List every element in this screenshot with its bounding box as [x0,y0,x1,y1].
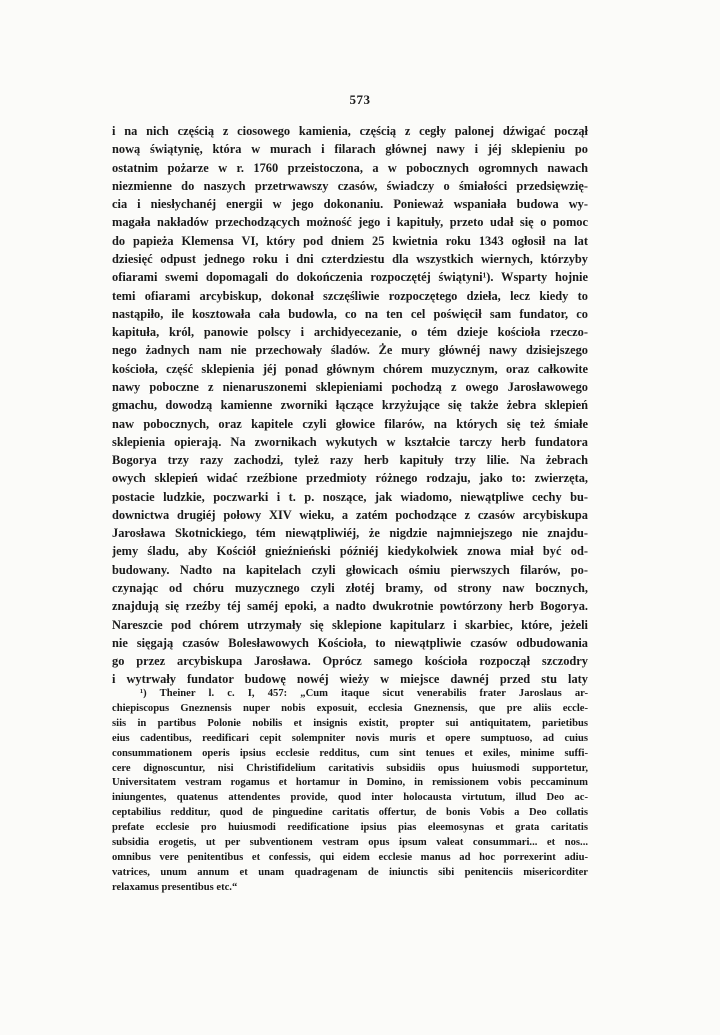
footnote-line: vatrices, unum annum et unam quadragenam de iniunctis sibi penitenciis misericorditer [112,866,588,878]
footnote-line: consummationem operis ipsius ecclesie redditus, cum sint tenues et exiles, minime suffi- [112,747,588,759]
body-line: ofiarami swemi dopomagali do dokończenia rozpoczętéj świątyni¹). Wsparty hojnie [112,270,588,285]
body-line: i na nich częścią z ciosowego kamienia, częścią z cegły palonej dźwigać począł [112,124,588,138]
footnote-line: ceptabilius redditur, quod de pinguedine caritatis offertur, de bonis Vobis a Deo collatis [112,807,588,819]
body-line: Nareszcie pod chórem utrzymały się sklepione kapitularz i skarbiec, które, jeżeli [112,617,588,632]
body-line: budowany. Nadto na kapitelach czyli głowicach ośmiu pierwszych filarów, po- [112,562,588,577]
body-line: kapituła, król, panowie polscy i archidyecezanie, o tém dzieje kościoła rzeczo- [112,325,588,340]
footnote-line: prefate ecclesie pro huiusmodi reedificatione ipsius pias eleemosynas et grata caritatis [112,822,588,834]
body-line: temi ofiarami arcybiskup, dokonał szczęśliwie rozpoczętego dzieła, lecz kiedy to [112,288,588,303]
body-line: nie sięgają czasów Bolesławowych Kościoła, to niewątpliwie czasów odbudowania [112,635,588,650]
body-line: magała nakładów przechodzących możność jego i kapituły, przeto udał się o pomoc [112,215,588,230]
body-line: czynając od chóru muzycznego czyli złotéj bramy, od strony naw bocznych, [112,581,588,596]
footnote-line: cere dignoscuntur, nisi Christifidelium caritativis subsidiis opus huiusmodi supportetur, [112,762,588,774]
body-line: jemy śladu, aby Kościół gnieźnieński późniéj kiedykolwiek znowa miał być od- [112,544,588,559]
body-line: downictwa drugiéj połowy XIV wieku, a zatém pochodzące z czasów arcybiskupa [112,507,588,522]
body-line: nastąpiło, ile kosztowała cała budowla, co na ten cel poświęcił sam fundator, co [112,306,588,321]
body-line: owych sklepień widać rzeźbione przedmioty różnego rodzaju, jako to: zwierzęta, [112,471,588,486]
footnote-line: Universitatem vestram rogamus et hortamur in Domino, in remissionem vobis peccaminum [112,777,588,789]
body-line: dziesięć odpust jednego roku i dni czterdziestu dla wszystkich wiernych, którzyby [112,251,588,266]
body-line: ostatnim pożarze w r. 1760 przeistoczona, a w pobocznych ogromnych nawach [112,160,588,175]
body-line: go przez arcybiskupa Jarosława. Oprócz samego kościoła rozpoczął szczodry [112,654,588,669]
body-line: i wytrwały fundator budowę nowéj wieży w miejsce dawnéj przed stu laty [112,672,588,687]
footnote [112,687,588,896]
body-line: nawy poboczne z nienaruszonemi sklepieniami pochodzą z owego Jarosławowego [112,379,588,394]
footnote-line: eius cadentibus, reedificari cepit solempniter novis muris et opere sumptuoso, ad cuius [112,732,588,744]
body-text [112,122,588,689]
body-line: do papieża Klemensa VI, który pod dniem 25 kwietnia roku 1343 ogłosił na lat [112,233,588,248]
body-line: gmachu, dowodzą kamienne zworniki łączące krzyżujące się także żebra sklepień [112,398,588,413]
footnote-line: relaxamus presentibus etc.“ [112,881,238,893]
footnote-line: siis in partibus Polonie nobilis et insignis existit, propter sui antiquitatem, parietibus [112,717,588,729]
body-line: nową świątynię, która w murach i filarach głównej nawy i jéj sklepieniu po [112,142,588,157]
body-line: cia i niesłychanéj energii w jego dokonaniu. Ponieważ wspaniała budowa wy- [112,197,588,212]
body-line: nego żadnych nam nie przechowały śladów. Że mury głównéj nawy dzisiejszego [112,343,588,358]
body-line: sklepienia opierają. Na zwornikach wykutych w kształcie tarczy herb fundatora [112,434,588,449]
body-line: naw pobocznych, oraz kapitele czyli głowice filarów, na których się też śmiałe [112,416,588,431]
footnote-line: iniungentes, quatenus attendentes provide, quod inter holocausta virtutum, illud Deo ac- [112,792,588,804]
footnote-line: ¹) Theiner l. c. I, 457: „Cum itaque sicut venerabilis frater Jaroslaus ar- [140,688,588,699]
footnote-line: omnibus vere penitentibus et confessis, qui eidem ecclesie manus ad hoc porrexerint adiu- [112,851,588,863]
footnote-line: subsidia erogetis, ut per subventionem vestram opus ipsum valeat consummari... et nos... [112,837,588,849]
body-line: postacie ludzkie, poczwarki i t. p. noszące, jak wiadomo, niewątpliwe cechy bu- [112,489,588,504]
body-line: znajdują się rzeźby téj saméj epoki, a nadto dwukrotnie powtórzony herb Bogorya. [112,599,588,614]
body-line: Jarosława Skotnickiego, tém niewątpliwiéj, że nigdzie najmniejszego nie znajdu- [112,526,588,541]
body-line: niezmienne do naszych przetrwawszy czasów, świadczy o śmiałości przedsięwzię- [112,178,588,193]
body-line: kościoła, część sklepienia jéj ponad głównym chórem muzycznym, oraz całkowite [112,361,588,376]
body-line: Bogorya trzy razy zachodzi, tyleż razy herb kapituły trzy lilie. Na żebrach [112,453,588,468]
footnote-line: chiepiscopus Gneznensis nuper nobis exposuit, ecclesia Gneznensis, que pre aliis eccle- [112,702,588,714]
page-number: 573 [349,92,371,107]
